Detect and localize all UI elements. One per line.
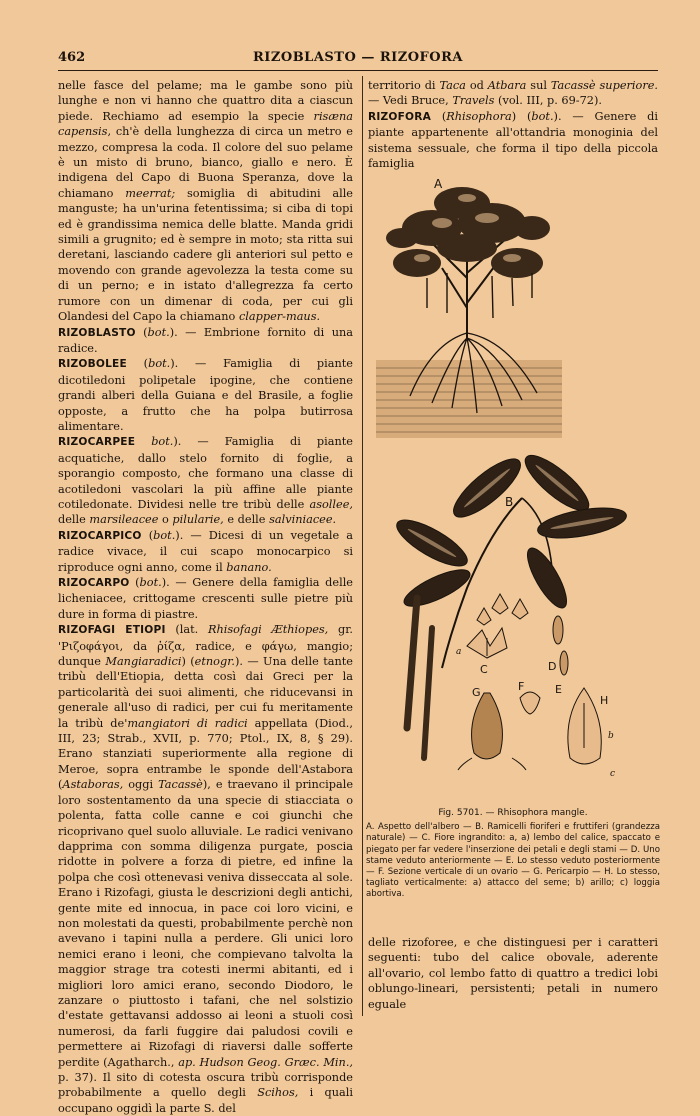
rhizophora-illustration [372, 168, 662, 798]
entry-headword: RIZOBLASTO [58, 326, 136, 339]
entry-text: nelle fasce del [58, 79, 149, 92]
figure-label-c-a: a [456, 647, 462, 657]
entry-text: asollee, [309, 497, 353, 511]
figure-label-h-b: b [608, 731, 614, 741]
entry-text: (lat. [165, 623, 208, 637]
caption-body: A. Aspetto dell'albero — B. Ramicelli fioriferi e fruttiferi (grandezza naturale) — C. Fiore ingrandito: a, a) lembo del calice, spaccato e piegato per far vedere l'inserzione dei petali e degli stami — D. Uno stame veduto anteriormente — E. Lo stesso veduto posteriormente — F. Sezione verticale di un ovario — G. Pericarpio — H. Lo stesso, tagliato verticalmente: a) attacco del seme; b) arillo; c) loggia abortiva. [366, 822, 660, 900]
entry-paragraph [58, 622, 353, 1116]
tree-drawing [376, 187, 562, 438]
figure-caption [366, 808, 660, 901]
entry-paragraph [368, 935, 658, 1012]
flower-detail-c [467, 628, 507, 658]
entry-text: Rhisofagi Æthiopes, [207, 623, 329, 637]
entry-text: ). — Genere di piante appartenente all'ottandria monoginia del sistema sessuale, che forma il tipo della piccola famiglia [368, 109, 659, 171]
entry-text: — Vedi Bruce, [368, 94, 453, 108]
entry-text: pilularie, [172, 513, 224, 527]
entry-text: bot. [147, 325, 170, 339]
entry-text: Taca [439, 79, 466, 92]
entry-text: (vol. III, p. 69-72). [494, 94, 602, 108]
entry-headword: RIZOFORA [368, 110, 431, 123]
entry-text: marsileacee [89, 513, 159, 527]
entry-paragraph [368, 78, 658, 109]
entry-text: appellata (Diod., III, 23; Strab., XVII, p. 770; Ptol., IX, 8, § 29). Erano stanziati superiormente alla regione di Meroe, sopra entrambe le sponde dell'Astabora ( [58, 716, 353, 792]
entry-text: ). — Embrione fornito di una radice. [58, 325, 354, 355]
entry-text: ( [126, 357, 149, 371]
entry-text: ) ( [511, 109, 532, 123]
entry-text: ). — Genere della famiglia delle licheniacee, crittogame crescenti sulle pietre più dure in forma di piastre. [58, 576, 353, 621]
entry-text: delle [58, 513, 90, 527]
entry-text: bot. [153, 528, 176, 542]
entry-text: p. 37). Il sito di cotesta oscura tribù corrisponde probabilmente a quello degli [58, 1071, 353, 1100]
figure-label-c: C [480, 663, 488, 676]
ovary-section-f [520, 692, 540, 714]
entry-text: , ch'è della lunghezza di circa un metro e mezzo, compresa la coda. Il colore del suo pelame è un misto di bruno, bianco, giallo e nero. È indigena del Capo di Buona Speranza, dove la chiamano [58, 125, 353, 200]
entry-headword: RIZOCARPEE [58, 436, 136, 449]
entry-text: ). — Dicesi di un vegetale a radice vivace, il cui scapo monocarpico si riproduce ogni anno, come il [58, 528, 354, 574]
header-rule [58, 70, 658, 71]
page-header [58, 50, 658, 72]
entry-headword: RIZOBOLEE [58, 358, 127, 371]
figure-label-h: H [600, 694, 609, 707]
entry-text: e delle [223, 513, 270, 527]
entry-text: clapper-maus. [238, 310, 321, 324]
entry-paragraph [58, 434, 353, 527]
entry-text: ). — Famiglia di piante dicotiledoni polipetale ipogine, che contiene grandi alberi della Guiana e del Brasile, a foglie opposte, a frutto che ha polpa butirrosa alimentare. [58, 357, 353, 433]
entry-text: pelame; ma le gambe sono più lunghe e non vi hanno che quattro dita a ciascun piede. Rechiamo ad esempio la specie [58, 79, 354, 123]
left-column [58, 78, 353, 1116]
entry-text: sul [526, 79, 551, 92]
entry-text: Rhisophora [446, 109, 512, 123]
entry-text: od [465, 79, 488, 92]
entry-text: salviniacee. [269, 513, 337, 527]
column-divider [362, 76, 363, 1016]
entry-text: gr. 'Ριζοφάγοι, da ῥίζα, radice, e φάγω, mangio; dunque [58, 623, 353, 669]
entry-paragraph [368, 109, 658, 172]
figure-label-b: B [505, 495, 514, 509]
entry-text: bot. [151, 435, 174, 449]
entry-text: ( [141, 528, 154, 542]
entry-text: bot. [139, 576, 162, 589]
entry-headword: RIZOFAGI ETIOPI [58, 624, 166, 637]
entry-text: Astaboras, [62, 778, 124, 792]
entry-text: ), e traevano il principale loro sostentamento da una specie di stiacciata o polenta, fatta colle canne e coi giunchi che ricoprivano quel suolo alluviale. Le radici venivano dapprima con somma diligenza purgate, poscia ridotte in polvere a forza di pietre, ed infine la polpa che così ottenevasi veniva disseccata al sole. Erano i Rizofagi, giusta le descrizioni degli antichi, gente mite ed innocua, in pace coi loro vicini, e non molestati da questi, probabilmente perchè non avevano i tapini nulla a perdere. Gli unici loro nemici erano i leoni, che compievano talvolta la maggior strage tra cotesti inermi abitanti, ed i migliori loro amici erano, secondo Diodoro, le zanzare o piuttosto i tafani, che nel solstizio d'estate gettavansi addosso ai leoni a stuoli così numerosi, da farli fuggire dai paludosi covili e permettere ai Rizofagi di riaversi dalle sofferte perdite (Agatharch., [58, 778, 354, 1069]
figure-label-a: A [434, 177, 443, 191]
entry-text: etnogr. [194, 655, 235, 669]
entry-paragraph [58, 356, 353, 434]
entry-text: ( [135, 325, 148, 339]
entry-text: risæna capensis [58, 109, 353, 139]
figure-label-e: E [555, 683, 562, 696]
entry-paragraph [58, 78, 353, 325]
entry-headword: RIZOCARPO [58, 577, 130, 589]
entry-text: mangiatori di radici [127, 716, 248, 730]
entry-paragraph [58, 325, 353, 357]
entry-text: i quali occupano oggidì la parte S. del [58, 1086, 353, 1115]
entry-text: Tacassè superiore. [550, 79, 658, 92]
figure-label-f: F [518, 680, 525, 693]
figure-label-h-c: c [610, 769, 616, 779]
entry-paragraph [58, 528, 353, 575]
entry-text: delle rizoforee, e che distinguesi per i caratteri seguenti: tubo del calice obovale, aderente all'ovario, col lembo fatto di quattro a tredici lobi oblungo-lineari, persistenti; petali in numero eguale [368, 936, 658, 1011]
right-column-top [368, 78, 658, 171]
page-number: 462 [58, 50, 86, 65]
pericarp-section-h [568, 688, 601, 764]
entry-text: ap. Hudson Geog. Græc. Min., [178, 1055, 353, 1069]
entry-text: territorio di [368, 79, 440, 92]
entry-text: banano. [226, 560, 272, 574]
entry-paragraph [58, 575, 353, 622]
figure-label-g: G [472, 686, 481, 699]
pericarp-g [458, 693, 526, 770]
stamen-detail-d [553, 616, 563, 644]
entry-text: ( [129, 576, 140, 589]
entry-text: somiglia di abitudini alle manguste; ha un'urina fetentissima; si ciba di topi ed è grandissima nemica delle blatte. Manda gridi simili a grugnito; ed è sempre in moto; sta ritta sui deretani, lasciando cadere gli anteriori sul petto e movendo con grande agevolezza la testa come su di un perno; e in istato d'allegrezza fa certo rumore con un dimenar di coda, per cui gli Olandesi del Capo la chiamano [58, 186, 353, 324]
entry-text: ). — Una delle tante tribù dell'Etiopia, detta così dai Greci per la particolarità dei suoi alimenti, che riducevansi in generale all'uso di radici, per cui fu meritamente la tribù de' [58, 655, 353, 730]
entry-text: o [158, 513, 173, 527]
entry-text: ) ( [181, 655, 195, 669]
entry-text: ). — Famiglia di piante acquatiche, dallo stelo fornito di foglie, a sporangio composto, che formano una classe di acotiledoni vascolari la più affine alle piante cotiledonate. Dividesi nelle tre tribù delle [58, 435, 353, 511]
entry-text: ( [431, 109, 447, 123]
entry-headword: RIZOCARPICO [58, 529, 142, 542]
caption-title: Fig. 5701. — Rhisophora mangle. [438, 808, 588, 818]
entry-text: Travels [452, 94, 495, 108]
entry-text: meerrat; [125, 186, 176, 200]
entry-text [135, 435, 151, 448]
right-column-bottom [368, 935, 658, 1012]
entry-text: Scihos, [257, 1086, 299, 1100]
entry-text: Mangiaradici [105, 655, 182, 669]
entry-text: oggi [123, 778, 159, 792]
running-title: RIZOBLASTO — RIZOFORA [253, 50, 463, 65]
entry-text: bot. [148, 357, 171, 371]
entry-text: Atbara [487, 79, 527, 92]
stamen-detail-e [560, 651, 568, 675]
entry-text: Tacassè [158, 778, 203, 792]
entry-text: bot. [531, 109, 554, 123]
figure-label-d: D [548, 660, 557, 673]
